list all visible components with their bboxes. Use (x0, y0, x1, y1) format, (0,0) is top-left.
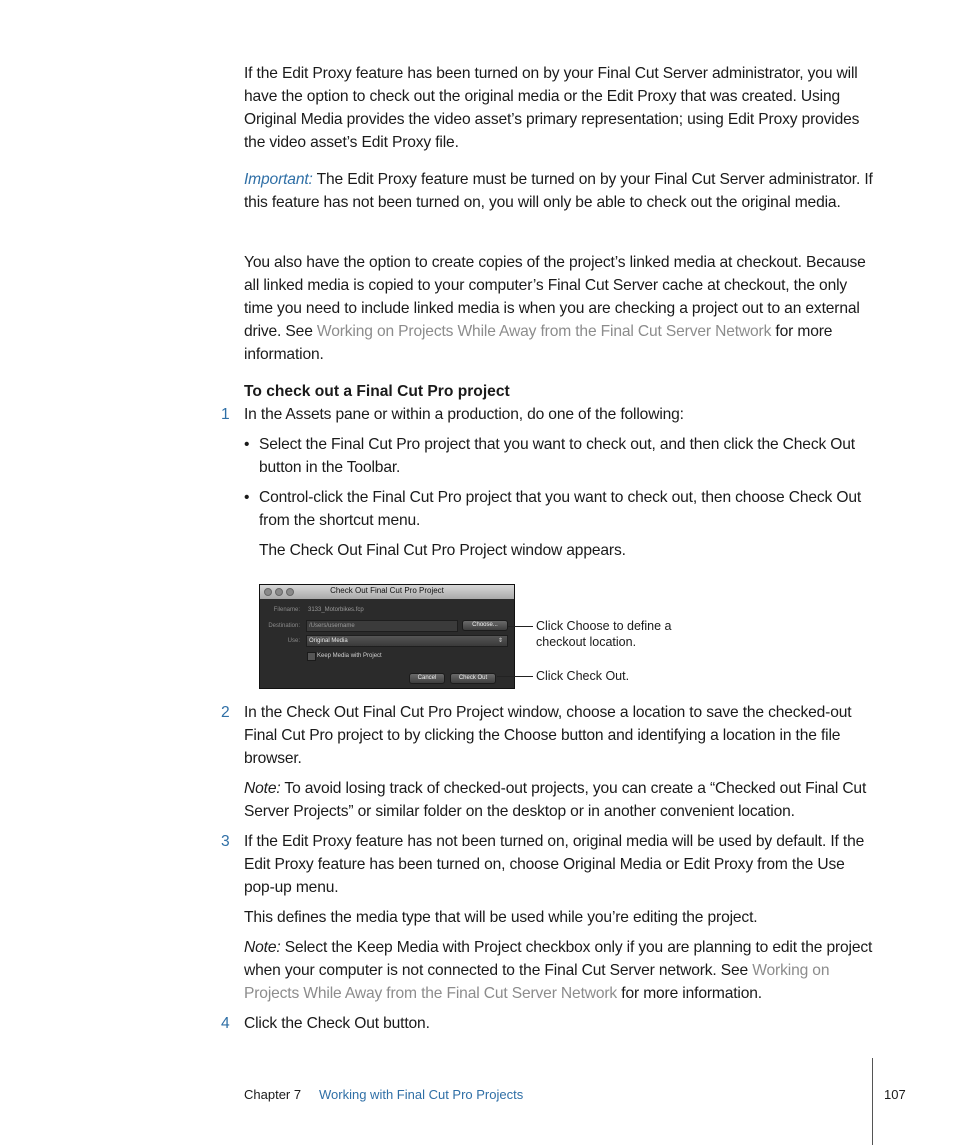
procedure-heading: To check out a Final Cut Pro project (244, 383, 510, 400)
checkout-dialog (259, 584, 515, 689)
cancel-button[interactable]: Cancel (409, 673, 445, 684)
check-out-button[interactable]: Check Out (450, 673, 496, 684)
keep-media-checkbox[interactable] (307, 652, 316, 661)
note-text: To avoid losing track of checked-out projects, you can create a “Checked out Final Cut Server Projects” or similar folder on the desktop or in another convenient location. (244, 780, 867, 820)
step-follow-text: This defines the media type that will be used while you’re editing the project. (244, 909, 758, 926)
dialog-titlebar (260, 585, 514, 599)
destination-label: Destination: (268, 623, 300, 629)
away-from-network-link[interactable]: Working on Projects While Away from the Final Cut Server Network (244, 962, 830, 1002)
bullet-item: Control-click the Final Cut Pro project that you want to check out, then choose Check Out from the shortcut menu. (259, 489, 862, 529)
step-text: Click the Check Out button. (244, 1015, 430, 1032)
note-paragraph (244, 777, 876, 823)
use-popup[interactable] (306, 635, 508, 647)
step-number: 4 (221, 1015, 230, 1032)
important-text: The Edit Proxy feature must be turned on by your Final Cut Server administrator. If this feature has not been turned on, you will only be able to check out the original media. (244, 171, 873, 211)
footer-chapter-title[interactable]: Working with Final Cut Pro Projects (319, 1087, 524, 1102)
use-popup-value: Original Media (309, 638, 348, 644)
step-number: 3 (221, 833, 230, 850)
note-text: Select the Keep Media with Project checkbox only if you are planning to edit the project when your computer is not connected to the Final Cut Server network. See (244, 939, 873, 979)
choose-button[interactable]: Choose... (462, 620, 508, 631)
note-paragraph (244, 936, 876, 1005)
filename-value: 3133_Motorbikes.fcp (308, 607, 364, 613)
note-label: Note: (244, 939, 281, 956)
destination-field[interactable] (306, 620, 458, 632)
page-number: 107 (884, 1087, 906, 1102)
window-appears-text: The Check Out Final Cut Pro Project window appears. (259, 542, 626, 559)
checkout-callout-line (497, 676, 533, 677)
linked-media-text: You also have the option to create copies of the project’s linked media at checkout. Because all linked media is copied to your computer’s Final Cut Server cache at checkout, the only time you need to include linked media is when you are checking a project out to an external drive. See (244, 254, 866, 340)
bullet-item: Select the Final Cut Pro project that you want to check out, and then click the Check Out button in the Toolbar. (259, 436, 855, 476)
choose-callout: Click Choose to define a checkout location. (536, 619, 672, 649)
away-from-network-link[interactable]: Working on Projects While Away from the Final Cut Server Network (316, 323, 772, 340)
linked-media-text-end: for more information. (244, 323, 833, 363)
step-text: In the Assets pane or within a production, do one of the following: (244, 406, 684, 423)
footer-divider (872, 1058, 873, 1145)
keep-media-label: Keep Media with Project (317, 653, 382, 659)
bullet-marker: • (244, 436, 250, 453)
important-paragraph (244, 168, 876, 214)
note-text-end: for more information. (617, 985, 762, 1002)
step-text: If the Edit Proxy feature has not been turned on, original media will be used by default. If the Edit Proxy feature has been turned on, choose Original Media or Edit Proxy from the Use pop-up menu. (244, 833, 865, 896)
destination-value: /Users/username (309, 623, 355, 629)
note-label: Note: (244, 780, 281, 797)
choose-callout-line (508, 626, 533, 627)
step-text: In the Check Out Final Cut Pro Project window, choose a location to save the checked-out Final Cut Pro project to by clicking the Choose button and identifying a location in the file browser. (244, 704, 852, 767)
step-number: 1 (221, 406, 230, 423)
use-label: Use: (287, 638, 300, 644)
footer-chapter: Chapter 7 (244, 1087, 302, 1102)
popup-arrows-icon: ⇕ (497, 638, 503, 644)
bullet-marker: • (244, 489, 250, 506)
checkout-callout: Click Check Out. (536, 669, 630, 683)
linked-media-paragraph (244, 251, 876, 366)
step-number: 2 (221, 704, 230, 721)
filename-label: Filename: (273, 607, 300, 613)
dialog-title: Check Out Final Cut Pro Project (330, 586, 444, 595)
important-label: Important: (244, 171, 313, 188)
intro-paragraph: If the Edit Proxy feature has been turned on by your Final Cut Server administrator, you will have the option to check out the original media or the Edit Proxy that was created. Using Original Media provides the video asset’s primary representation; using Edit Proxy provides the video asset’s Edit Proxy file. (244, 65, 860, 151)
